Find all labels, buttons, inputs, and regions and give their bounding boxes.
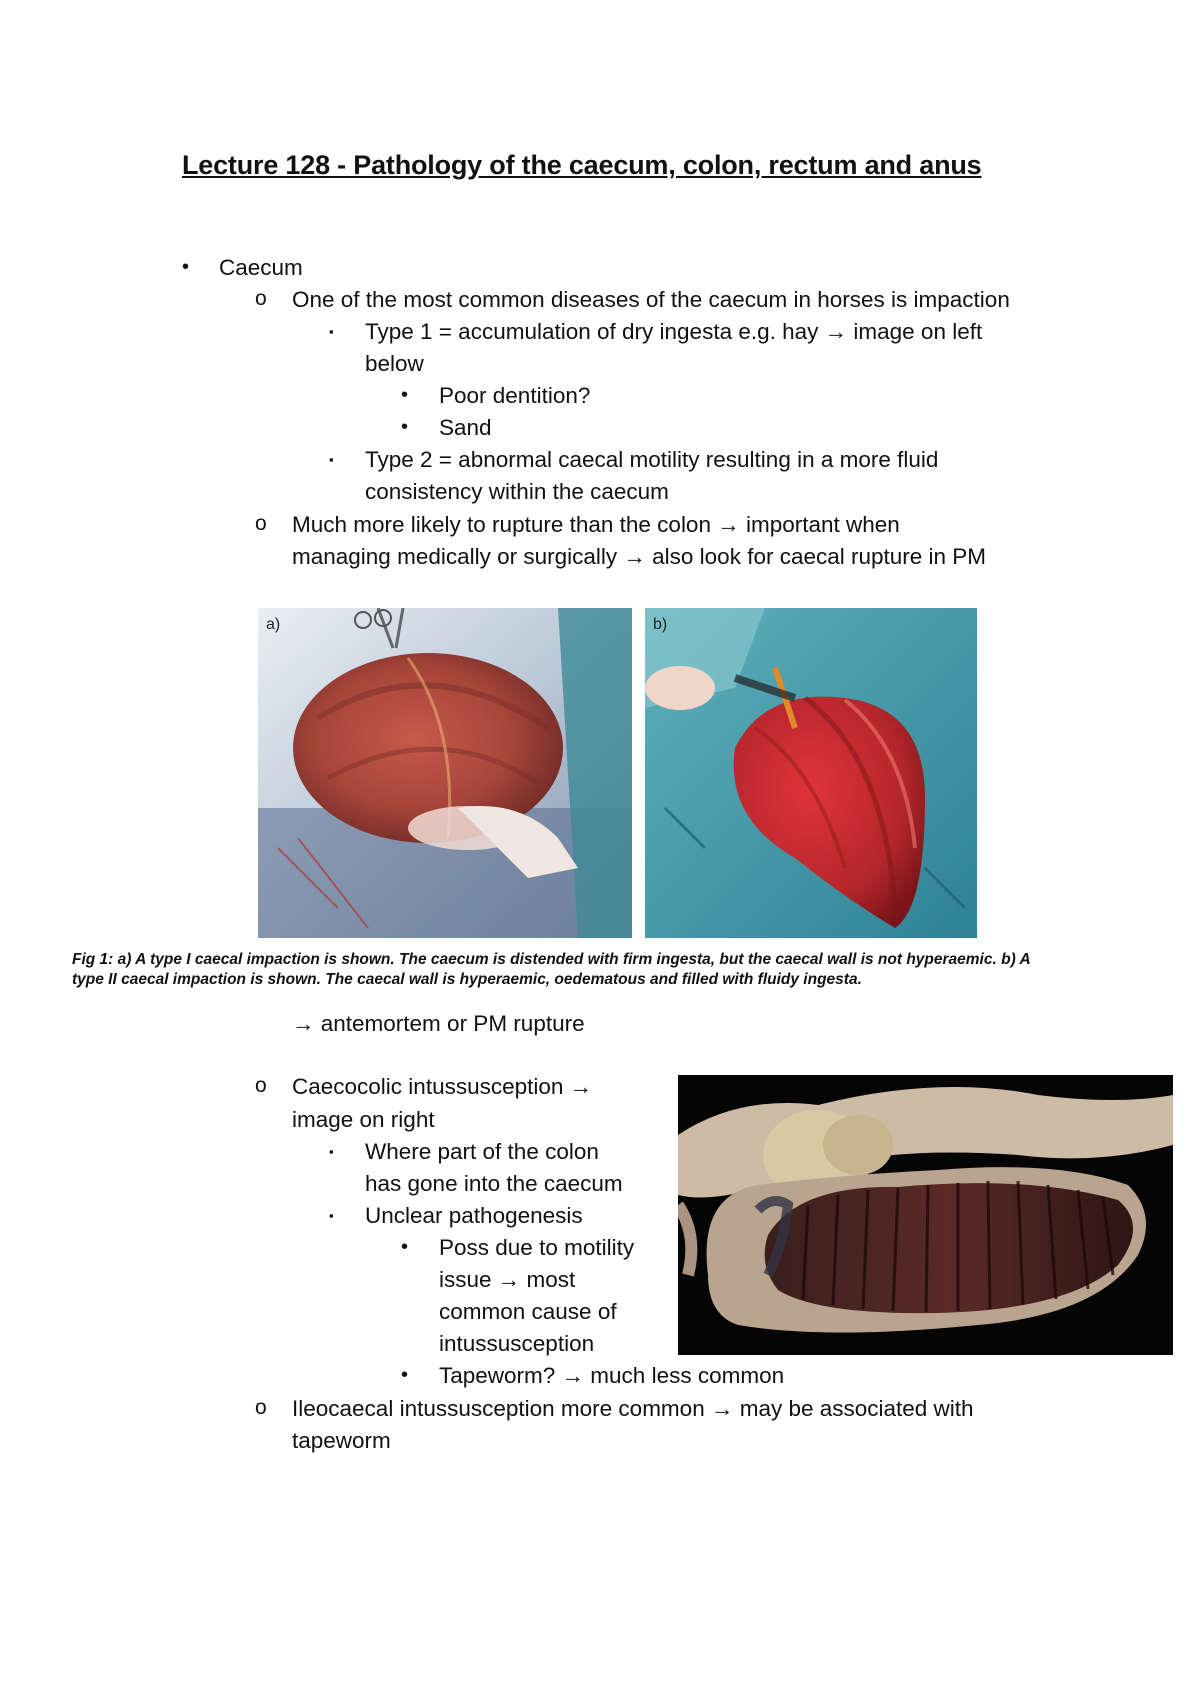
list-item-tapeworm: Tapeworm? → much less common [439,1363,785,1388]
bullet-circle: o [255,1396,267,1419]
list-item-motility-cont1: issue → most [439,1267,576,1292]
list-item-type2: Type 2 = abnormal caecal motility resulting in a more fluid [365,447,939,472]
list-item-impaction: One of the most common diseases of the caecum in horses is impaction [292,287,1010,312]
list-item-motility: Poss due to motility [439,1235,635,1260]
list-item-type2-cont: consistency within the caecum [365,479,669,504]
bullet-disc: • [401,384,409,406]
list-item-ileocaecal-cont: tapeworm [292,1428,391,1453]
list-item-ileocaecal: Ileocaecal intussusception more common → may be associated with [292,1396,974,1421]
figure-1-caption [72,950,1172,990]
bullet-disc: • [401,1236,409,1258]
list-item-rupture-cont: managing medically or surgically → also look for caecal rupture in PM [292,544,987,569]
type2-impaction-illustration [645,608,977,938]
list-item-poor-dentition: Poor dentition? [439,383,591,408]
list-item-colon-part: Where part of the colon [365,1139,599,1164]
list-item-caecocolic-cont: image on right [292,1107,435,1132]
list-item-sand: Sand [439,415,492,440]
bullet-square: ▪ [329,324,334,339]
bullet-circle: o [255,287,267,310]
list-item-caecum: Caecum [219,255,303,280]
caption-line-1: Fig 1: a) A type I caecal impaction is shown. The caecum is distended with firm ingesta, but the caecal wall is not hyperaemic. b) A [72,951,1031,968]
list-item-rupture: Much more likely to rupture than the colon → important when [292,512,900,537]
list-item-antemortem: → antemortem or PM rupture [292,1011,585,1036]
bullet-disc: • [401,1364,409,1386]
list-item-caecocolic: Caecocolic intussusception → [292,1074,593,1099]
bullet-circle: o [255,1074,267,1097]
list-item-motility-cont2: common cause of [439,1299,617,1324]
list-item-colon-part-cont: has gone into the caecum [365,1171,623,1196]
bullet-square: ▪ [329,452,334,467]
figure-1b-label: b) [653,616,668,633]
figure-2-photo [678,1075,1173,1355]
figure-1b-photo [645,608,977,938]
list-item-motility-cont3: intussusception [439,1331,595,1356]
page-title: Lecture 128 - Pathology of the caecum, colon, rectum and anus [182,150,982,180]
bullet-circle: o [255,512,267,535]
intussusception-illustration [678,1075,1173,1355]
bullet-disc: • [182,256,190,278]
list-item-type1: Type 1 = accumulation of dry ingesta e.g. hay → image on left [365,319,983,344]
bullet-square: ▪ [329,1144,334,1159]
list-item-type1-cont: below [365,351,424,376]
figure-1a-label: a) [266,616,281,633]
list-item-unclear: Unclear pathogenesis [365,1203,583,1228]
type1-impaction-illustration [258,608,632,938]
caption-line-2: type II caecal impaction is shown. The caecal wall is hyperaemic, oedematous and filled with fluidy ingesta. [72,971,862,988]
figure-1a-photo [258,608,632,938]
bullet-disc: • [401,416,409,438]
bullet-square: ▪ [329,1208,334,1223]
